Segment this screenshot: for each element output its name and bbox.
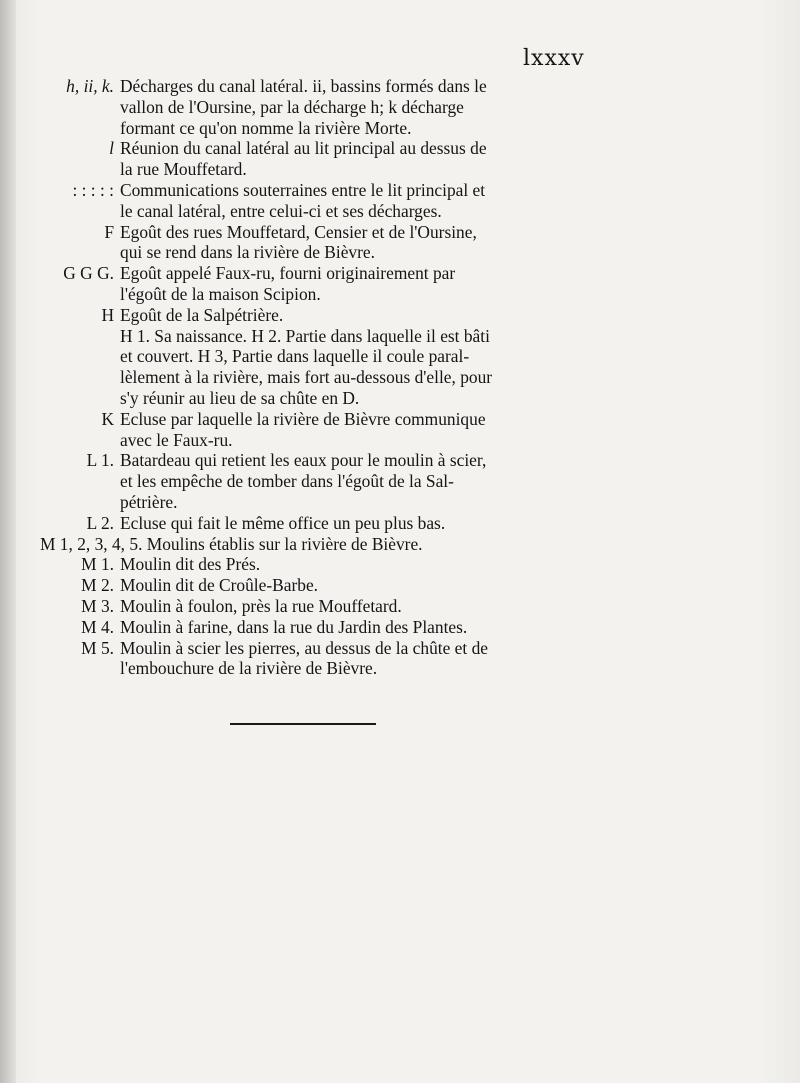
legend-description (120, 263, 580, 305)
mill-description (120, 554, 580, 575)
legend-key: l (109, 138, 114, 159)
text-line: Egoût des rues Mouffetard, Censier et de l'Oursine, (120, 221, 477, 242)
mill-description (120, 575, 580, 596)
legend-description (120, 180, 580, 222)
legend-description (120, 513, 580, 534)
text-line: et couvert. H 3, Partie dans laquelle il coule paral- (120, 346, 470, 367)
mill-entry (40, 638, 580, 680)
text-line: Communications souterraines entre le lit principal et (120, 179, 486, 200)
legend-key: : : : : : (72, 179, 114, 200)
legend-description (120, 305, 580, 409)
legend-description (120, 138, 580, 180)
mill-key: M 2. (81, 575, 114, 596)
text-line: lèlement à la rivière, mais fort au-dessous d'elle, pour (120, 367, 493, 388)
legend-entry (40, 180, 580, 222)
mill-entry (40, 596, 580, 617)
mill-key: M 1. (81, 554, 114, 575)
legend-entry (40, 305, 580, 409)
legend-description (120, 76, 580, 138)
legend-entry (40, 513, 580, 534)
mill-entry (40, 617, 580, 638)
legend-key: h, ii, k. (66, 76, 114, 96)
legend-key: F (104, 221, 114, 242)
legend-entry (40, 263, 580, 305)
mill-description (120, 638, 580, 680)
page-number: lxxxv (523, 46, 585, 71)
text-line: Moulin à scier les pierres, au dessus de la chûte et de (120, 637, 488, 658)
mill-key: M 3. (81, 595, 114, 616)
legend-entry-list (40, 76, 580, 534)
text-line: H 1. Sa naissance. H 2. Partie dans laquelle il est bâti (120, 325, 490, 346)
book-spine-shadow (0, 0, 16, 1083)
legend-description (120, 222, 580, 264)
text-line: Egoût de la Salpétrière. (120, 304, 284, 325)
text-line: qui se rend dans la rivière de Bièvre. (120, 242, 375, 263)
text-line: Egoût appelé Faux-ru, fourni originairement par (120, 263, 456, 284)
mills-header: M 1, 2, 3, 4, 5. Moulins établis sur la rivière de Bièvre. (40, 533, 423, 554)
legend-entry (40, 450, 580, 512)
legend-entry (40, 138, 580, 180)
mill-entry (40, 575, 580, 596)
mill-description (120, 596, 580, 617)
mill-key: M 4. (81, 616, 114, 637)
text-line: la rue Mouffetard. (120, 159, 247, 180)
text-line: Réunion du canal latéral au lit principal au dessus de (120, 138, 487, 159)
text-line: formant ce qu'on nomme la rivière Morte. (120, 117, 412, 138)
legend-entry (40, 76, 580, 138)
legend-entry (40, 222, 580, 264)
mill-entry (40, 554, 580, 575)
text-line: et les empêche de tomber dans l'égoût de la Sal- (120, 471, 454, 492)
text-line: pétrière. (120, 491, 178, 512)
legend-key: L 2. (86, 512, 114, 533)
text-line: le canal latéral, entre celui-ci et ses décharges. (120, 200, 442, 221)
legend-key: H (101, 304, 114, 325)
text-line: Ecluse par laquelle la rivière de Bièvre communique (120, 408, 486, 429)
text-line: avec le Faux-ru. (120, 429, 233, 450)
section-divider-rule (230, 723, 376, 725)
text-line: l'embouchure de la rivière de Bièvre. (120, 658, 378, 679)
text-line: l'égoût de la maison Scipion. (120, 283, 321, 304)
mills-header-entry (40, 534, 580, 555)
text-line: vallon de l'Oursine, par la décharge h; k décharge (120, 96, 464, 117)
legend-key: L 1. (86, 450, 114, 471)
mill-entry-list (40, 554, 580, 679)
mill-description (120, 617, 580, 638)
text-line: Moulin dit des Prés. (120, 554, 261, 575)
text-line: s'y réunir au lieu de sa chûte en D. (120, 387, 360, 408)
legend-description (120, 409, 580, 451)
text-line: Batardeau qui retient les eaux pour le moulin à scier, (120, 450, 487, 471)
text-line: Ecluse qui fait le même office un peu plus bas. (120, 512, 446, 533)
text-line: Décharges du canal latéral. ii, bassins formés dans le (120, 76, 487, 96)
text-line: Moulin dit de Croûle-Barbe. (120, 575, 319, 596)
legend-entry (40, 409, 580, 451)
text-line: Moulin à foulon, près la rue Mouffetard. (120, 595, 402, 616)
mill-key: M 5. (81, 637, 114, 658)
legend-key: K (101, 408, 114, 429)
legend-key: G G G. (63, 263, 114, 284)
text-line: Moulin à farine, dans la rue du Jardin des Plantes. (120, 616, 468, 637)
legend-description (120, 450, 580, 512)
legend-entries (40, 76, 580, 679)
